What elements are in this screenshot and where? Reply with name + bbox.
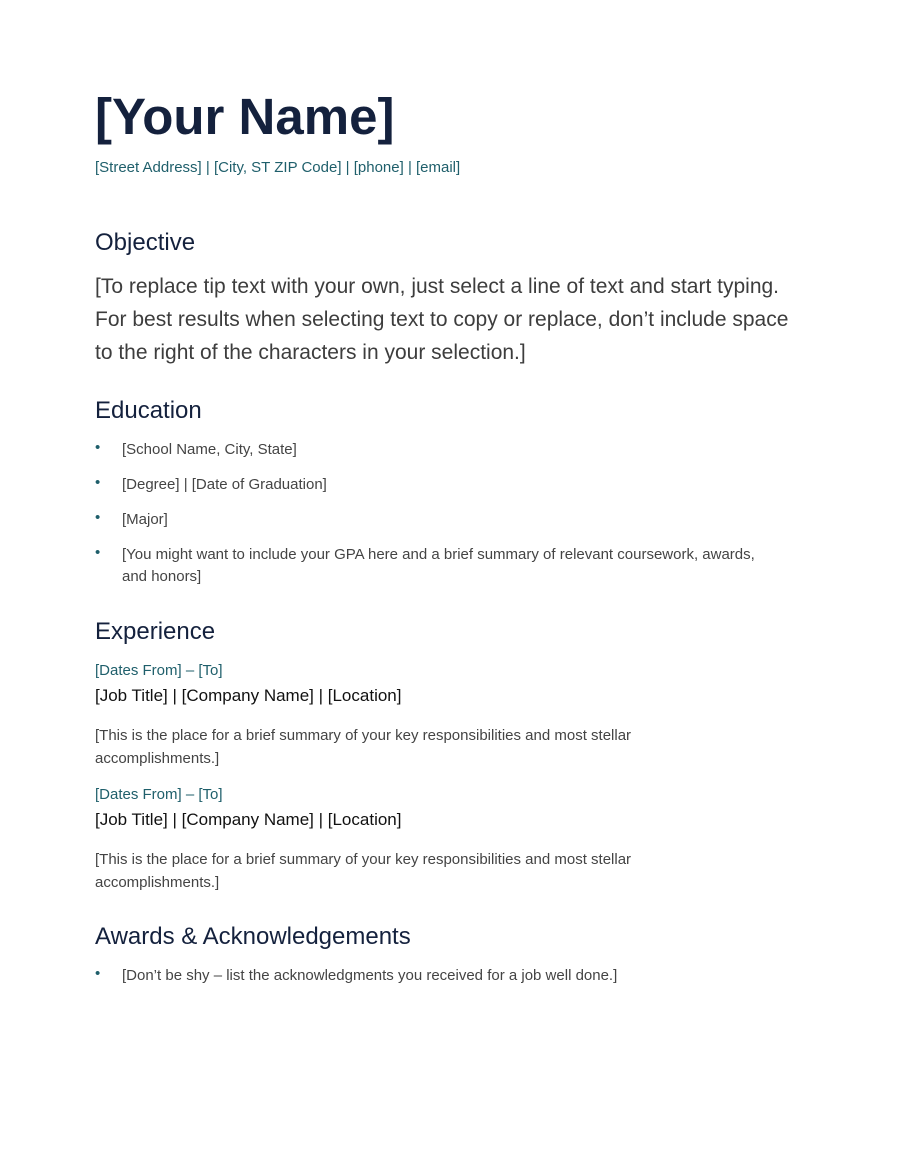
bullet-icon: • [95, 965, 101, 982]
education-item[interactable] [95, 509, 772, 531]
education-item-text: [School Name, City, State] [122, 441, 297, 458]
education-item[interactable] [95, 439, 772, 461]
experience-summary[interactable]: [This is the place for a brief summary of your key responsibilities and most stellar accomplishments.] [95, 727, 632, 767]
bullet-icon: • [95, 439, 101, 456]
education-list [95, 439, 772, 601]
resume-name[interactable]: [Your Name] [95, 88, 395, 145]
bullet-icon: • [95, 474, 101, 491]
bullet-icon: • [95, 544, 101, 561]
awards-list [95, 965, 772, 1000]
education-item-text: [Major] [122, 511, 168, 528]
education-item-text: [You might want to include your GPA here and a brief summary of relevant coursework, awards, and honors] [122, 546, 755, 585]
education-item[interactable] [95, 544, 772, 588]
objective-text[interactable]: [To replace tip text with your own, just select a line of text and start typing. For best results when selecting text to copy or replace, don’t include space to the right of the characters in your selection.] [95, 275, 789, 364]
awards-item[interactable] [95, 965, 772, 987]
objective-heading: Objective [95, 229, 196, 256]
awards-item-text: [Don’t be shy – list the acknowledgments you received for a job well done.] [122, 967, 618, 984]
experience-summary[interactable]: [This is the place for a brief summary of your key responsibilities and most stellar accomplishments.] [95, 851, 632, 891]
education-item-text: [Degree] | [Date of Graduation] [122, 476, 327, 493]
contact-line[interactable]: [Street Address] | [City, ST ZIP Code] | [phone] | [email] [95, 159, 461, 176]
awards-heading: Awards & Acknowledgements [95, 923, 411, 950]
experience-dates[interactable]: [Dates From] – [To] [95, 786, 223, 803]
experience-dates[interactable]: [Dates From] – [To] [95, 662, 223, 679]
bullet-icon: • [95, 509, 101, 526]
education-item[interactable] [95, 474, 772, 496]
experience-heading: Experience [95, 618, 216, 645]
experience-job-line[interactable]: [Job Title] | [Company Name] | [Location] [95, 810, 402, 829]
experience-job-line[interactable]: [Job Title] | [Company Name] | [Location] [95, 686, 402, 705]
education-heading: Education [95, 397, 202, 424]
